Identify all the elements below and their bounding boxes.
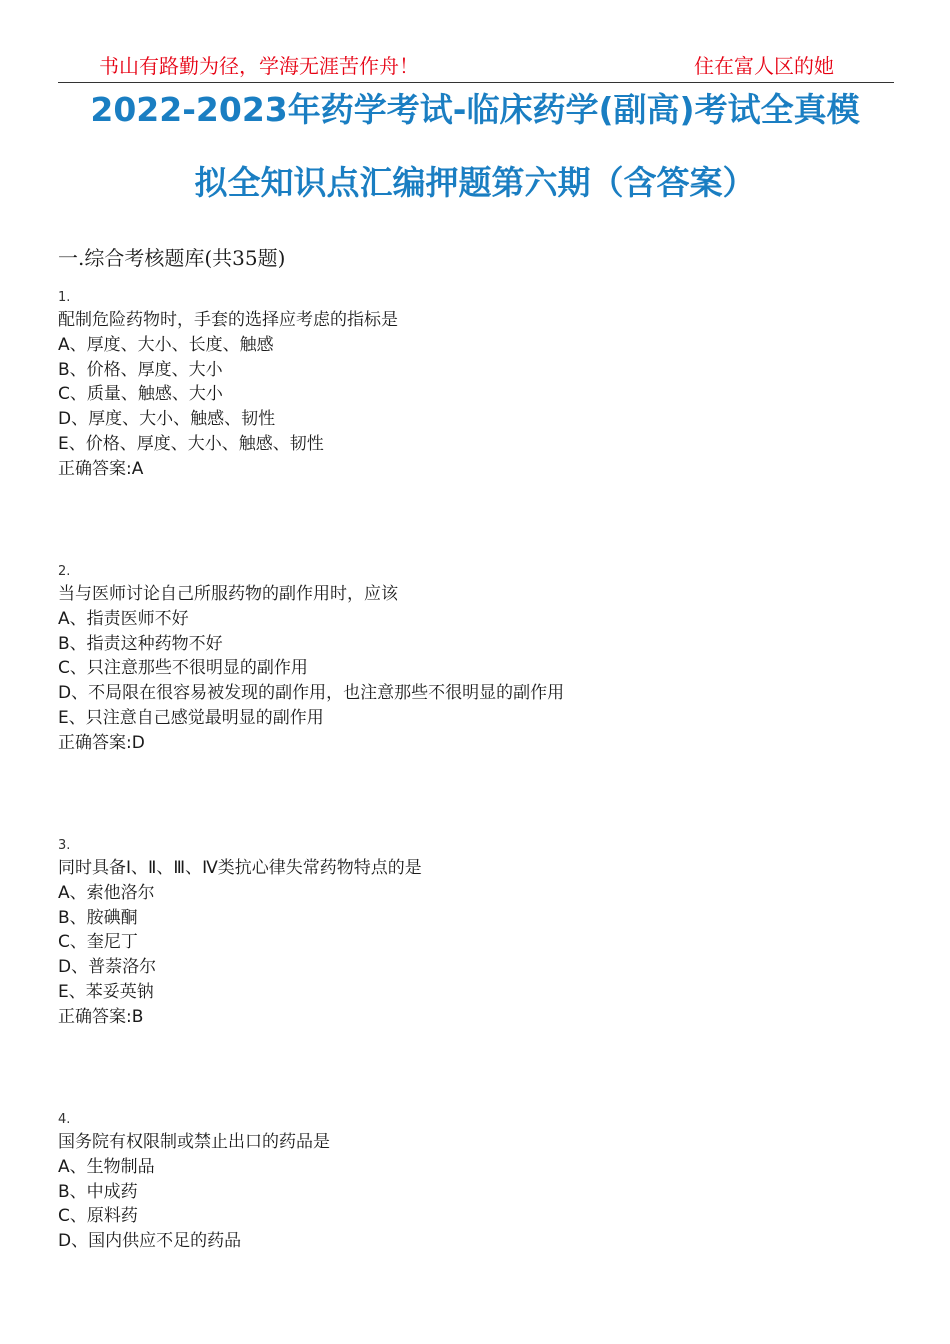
option-d: D、厚度、大小、触感、韧性 [58,409,276,430]
option-c: C、原料药 [58,1206,138,1227]
correct-answer: 正确答案:B [58,1006,144,1027]
header-divider [58,82,894,83]
question-number: 4. [58,1112,71,1127]
section-heading: 一.综合考核题库(共35题) [58,246,286,270]
header-right-motto: 住在富人区的她 [694,54,834,78]
document-title-line-1: 2022-2023年药学考试-临床药学(副高)考试全真模 [90,90,860,129]
question-stem: 同时具备Ⅰ、Ⅱ、Ⅲ、Ⅳ类抗心律失常药物特点的是 [58,858,422,878]
option-c: C、奎尼丁 [58,932,138,953]
option-c: C、只注意那些不很明显的副作用 [58,658,308,679]
option-e: E、只注意自己感觉最明显的副作用 [58,707,324,728]
question-number: 3. [58,838,71,853]
document-title-line-2: 拟全知识点汇编押题第六期（含答案） [194,163,756,202]
option-b: B、中成药 [58,1181,138,1202]
option-b: B、指责这种药物不好 [58,633,223,654]
option-b: B、胺碘酮 [58,907,138,928]
question-1 [58,288,918,482]
question-stem: 当与医师讨论自己所服药物的副作用时，应该 [58,584,398,604]
correct-answer: 正确答案:A [58,458,144,479]
option-a: A、索他洛尔 [58,882,155,903]
option-e: E、苯妥英钠 [58,981,154,1002]
option-c: C、质量、触感、大小 [58,384,223,405]
question-stem: 国务院有权限制或禁止出口的药品是 [58,1132,330,1152]
header-left-motto: 书山有路勤为径，学海无涯苦作舟！ [99,54,419,78]
question-2 [58,562,918,756]
option-a: A、生物制品 [58,1156,155,1177]
question-number: 2. [58,564,71,579]
option-e: E、价格、厚度、大小、触感、韧性 [58,433,324,454]
option-d: D、不局限在很容易被发现的副作用，也注意那些不很明显的副作用 [58,683,565,704]
question-3 [58,836,918,1030]
question-stem: 配制危险药物时，手套的选择应考虑的指标是 [58,310,398,330]
option-b: B、价格、厚度、大小 [58,359,223,380]
question-4 [58,1110,918,1254]
correct-answer: 正确答案:D [58,732,145,753]
option-a: A、厚度、大小、长度、触感 [58,334,274,355]
option-d: D、普萘洛尔 [58,957,157,978]
question-number: 1. [58,290,71,305]
option-d: D、国内供应不足的药品 [58,1231,242,1252]
option-a: A、指责医师不好 [58,608,189,629]
